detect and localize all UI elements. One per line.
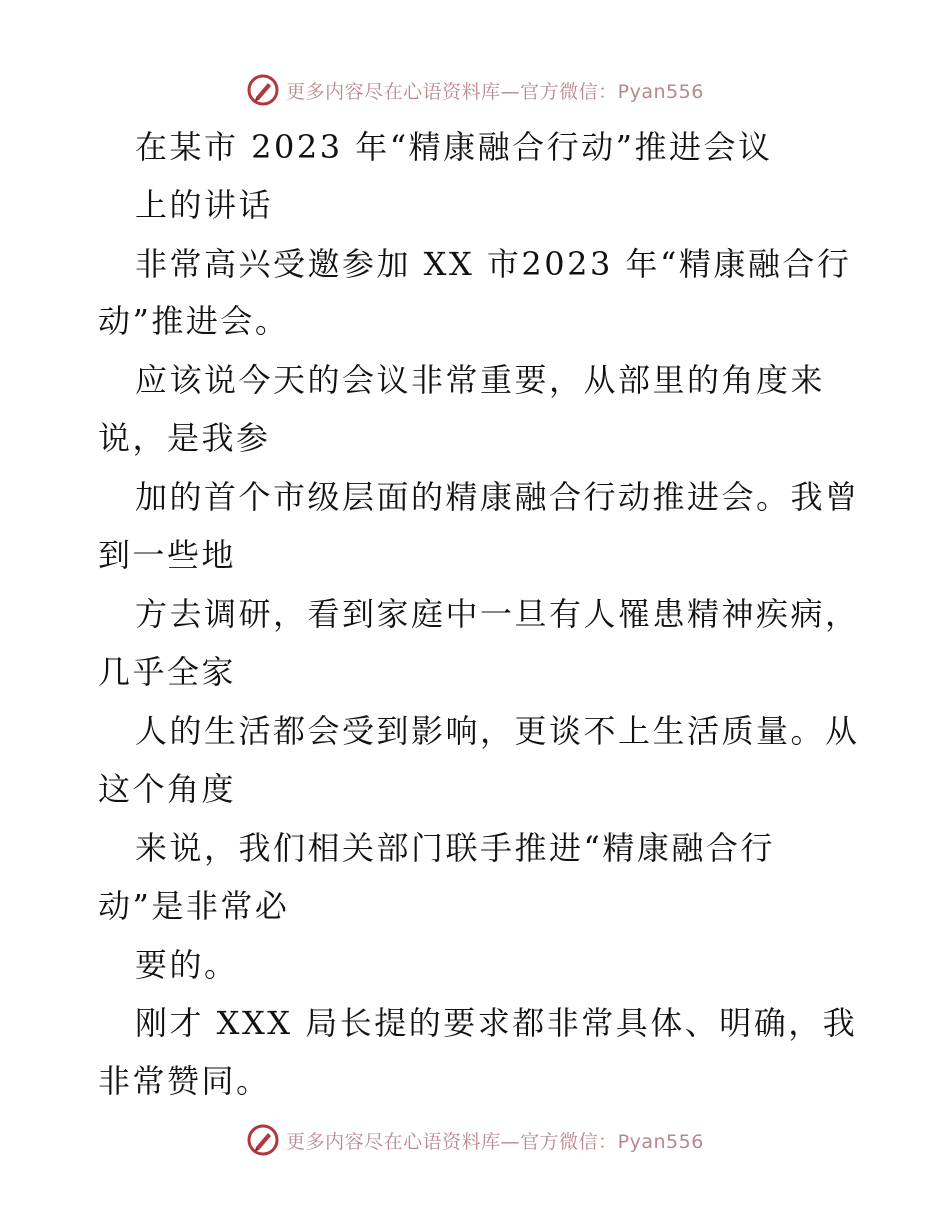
pen-logo-icon: [246, 73, 280, 107]
text-line: 要的。: [135, 946, 239, 984]
pen-logo-icon: [246, 1123, 280, 1157]
watermark-header: [0, 68, 950, 112]
text-line: 方去调研，看到家庭中一旦有人罹患精神疾病，: [135, 595, 860, 633]
text-line: 人的生活都会受到影响，更谈不上生活质量。从: [135, 712, 860, 750]
text-line: 非常高兴受邀参加 XX 市2023 年“精康融合行: [135, 245, 852, 283]
text-line: 加的首个市级层面的精康融合行动推进会。我曾: [135, 478, 860, 516]
title-line-2: 上的讲话: [135, 186, 274, 224]
watermark-footer: [0, 1118, 950, 1162]
text-line: 动”推进会。: [98, 302, 290, 340]
text-line: 动”是非常必: [98, 887, 290, 925]
text-line: 来说，我们相关部门联手推进“精康融合行: [135, 829, 775, 867]
text-line: 几乎全家: [98, 653, 237, 691]
text-line: 非常赞同。: [98, 1062, 271, 1100]
text-line: 这个角度: [98, 770, 237, 808]
text-line: 到一些地: [98, 536, 237, 574]
text-line: 应该说今天的会议非常重要，从部里的角度来: [135, 361, 826, 399]
title-line-1: 在某市 2023 年“精康融合行动”推进会议: [135, 128, 773, 166]
watermark-text: 更多内容尽在心语资料库—官方微信：Pyan556: [286, 1130, 704, 1153]
text-line: 说，是我参: [98, 419, 271, 457]
watermark-text: 更多内容尽在心语资料库—官方微信：Pyan556: [286, 80, 704, 103]
text-line: 刚才 XXX 局长提的要求都非常具体、明确，我: [135, 1004, 858, 1042]
